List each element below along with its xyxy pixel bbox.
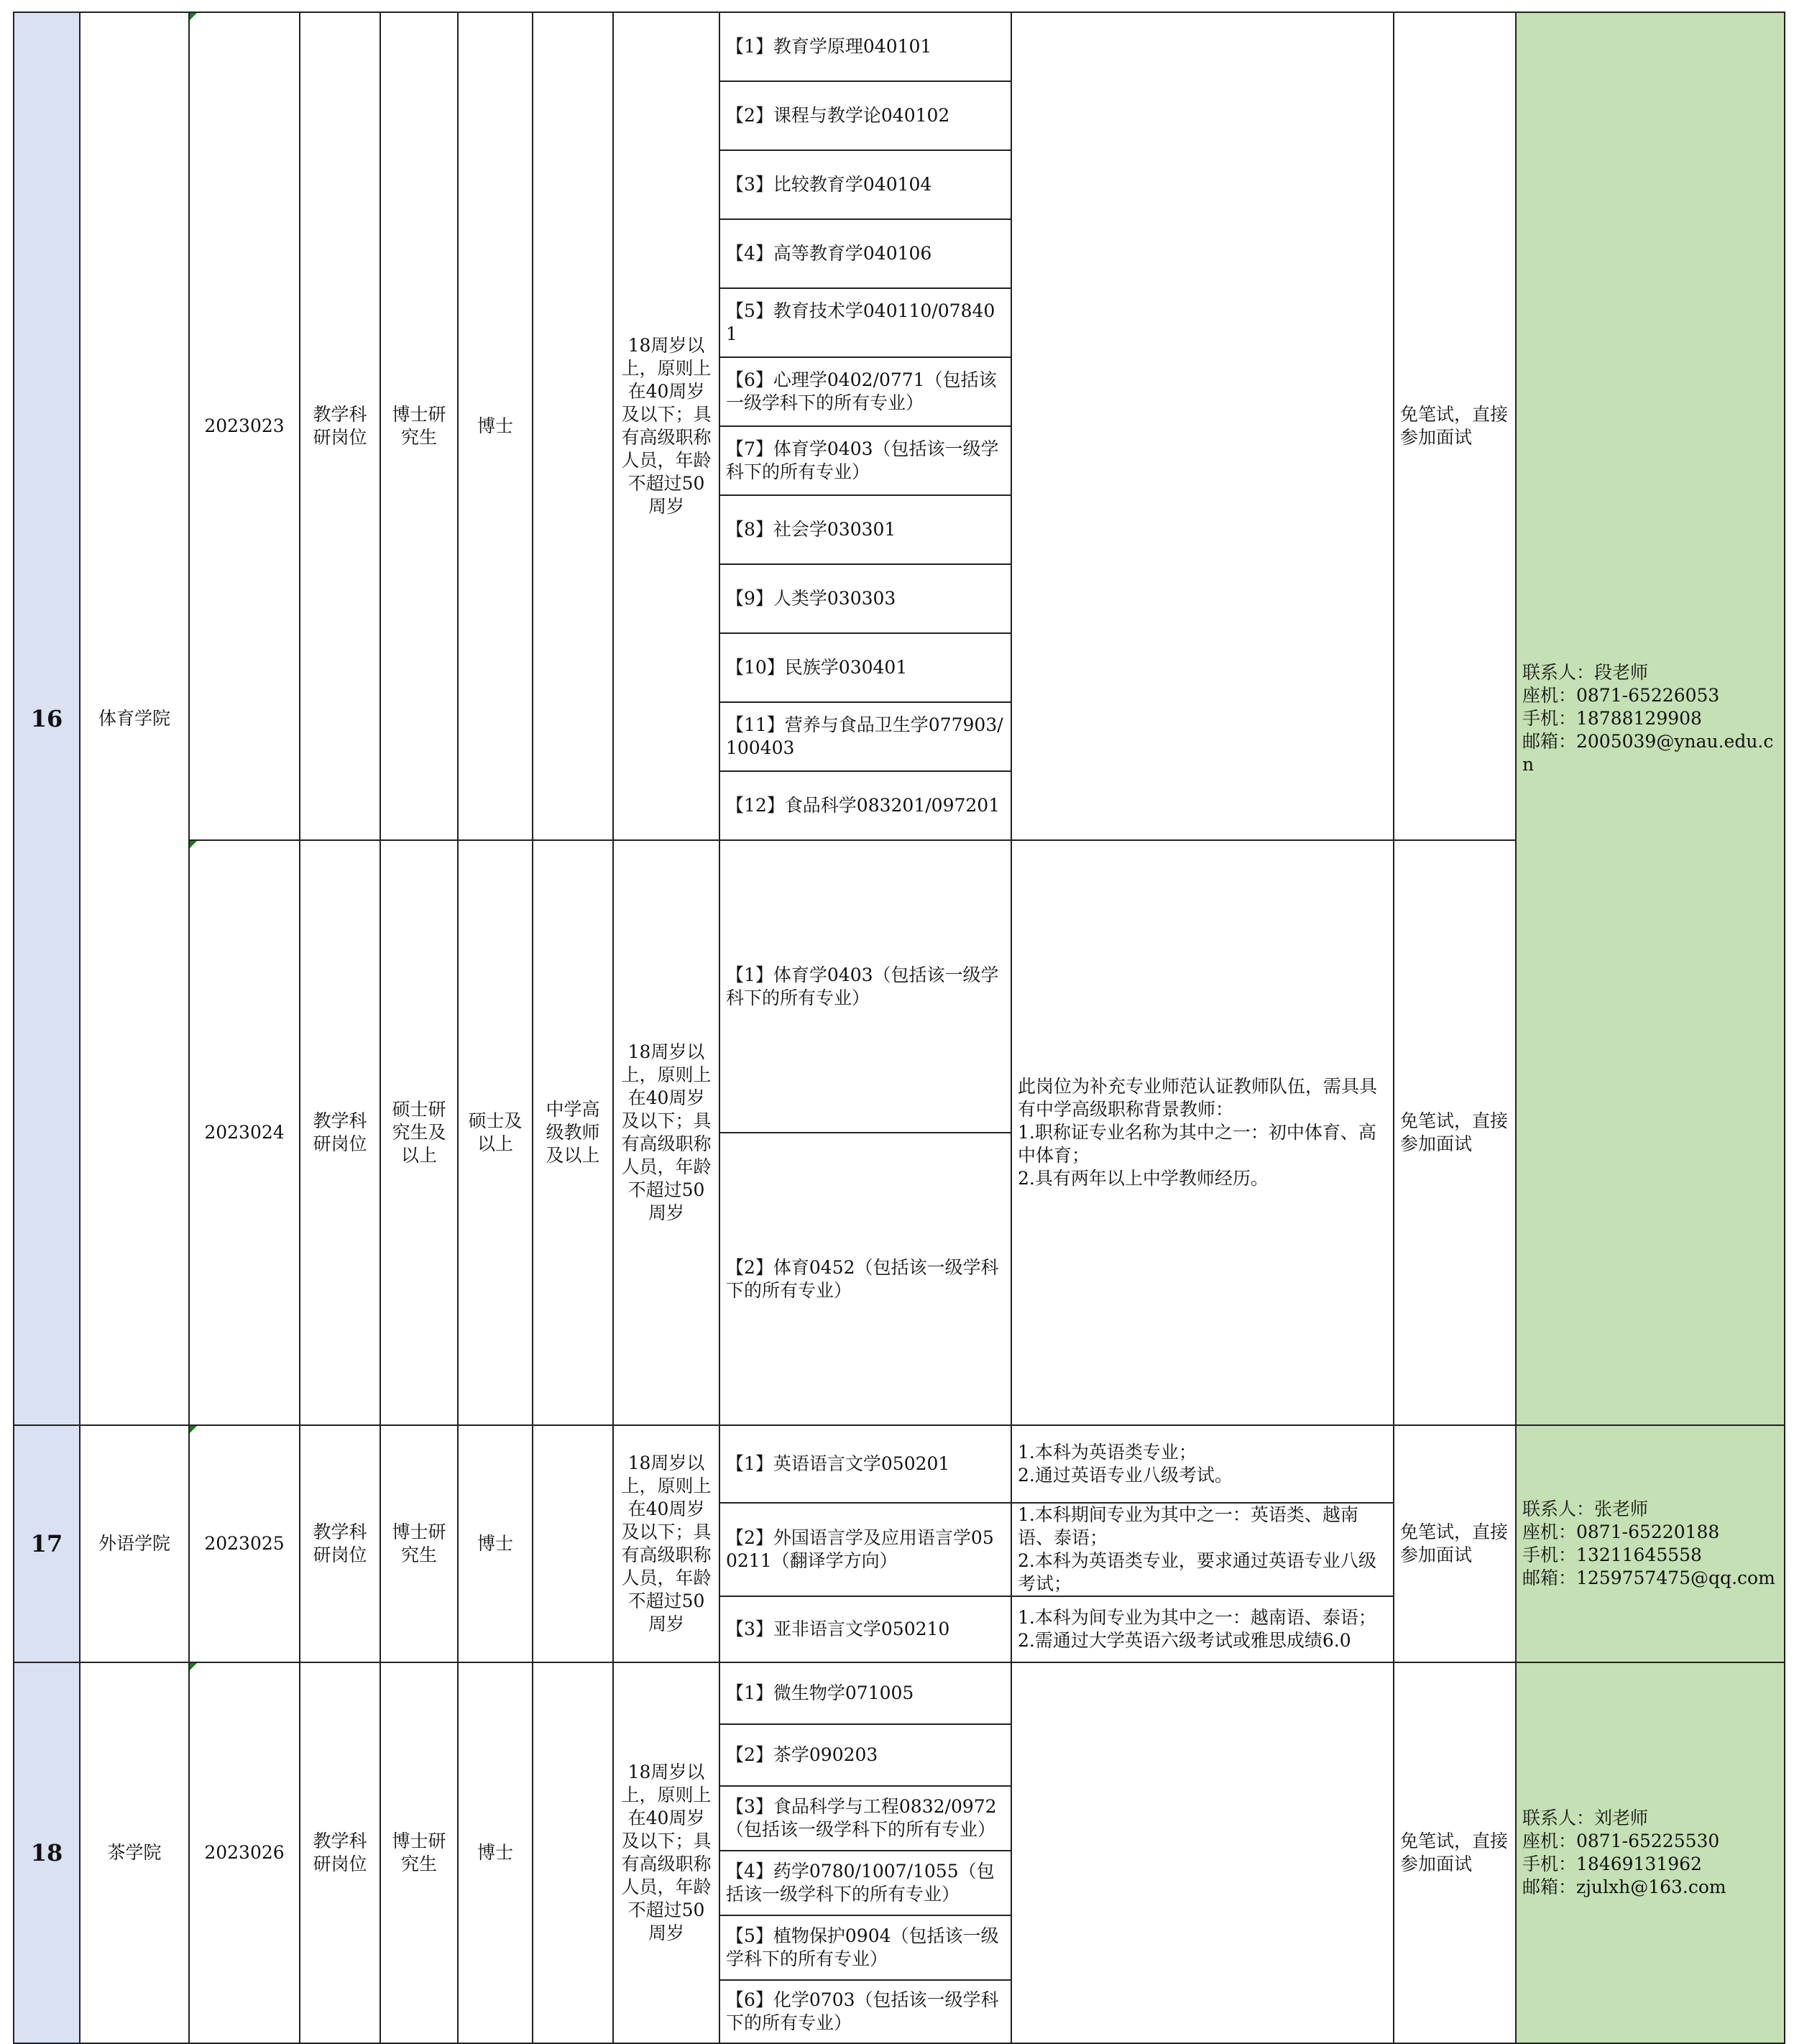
other-requirements <box>1011 840 1394 1425</box>
age-requirement: 18周岁以上，原则上在40周岁及以下；具有高级职称人员，年龄不超过50周岁 <box>613 840 719 1425</box>
age-requirement: 18周岁以上，原则上在40周岁及以下；具有高级职称人员，年龄不超过50周岁 <box>613 12 719 840</box>
education: 博士研究生 <box>380 1662 458 2043</box>
post-code: 2023023 <box>189 12 300 840</box>
contact-info <box>1516 1425 1785 1662</box>
unit-name: 外语学院 <box>80 1425 189 1662</box>
post-type: 教学科研岗位 <box>300 1662 380 2043</box>
degree: 博士 <box>458 1425 533 1662</box>
note-text: 1.本科为间专业为其中之一：越南语、泰语； 2.需通过大学英语六级考试或雅思成绩6.0 <box>1018 1607 1376 1651</box>
post-code: 2023024 <box>189 840 300 1425</box>
major-note <box>1011 1425 1394 1503</box>
major-item: 【7】体育学0403（包括该一级学科下的所有专业） <box>719 426 1011 495</box>
other-requirements <box>1011 1662 1394 2043</box>
major-item: 【1】微生物学071005 <box>719 1662 1011 1724</box>
major-item: 【11】营养与食品卫生学077903/100403 <box>719 702 1011 771</box>
unit-name: 茶学院 <box>80 1662 189 2043</box>
contact-text: 联系人：段老师 座机：0871-65226053 手机：18788129908 邮箱：2005039@ynau.edu.cn <box>1522 662 1774 775</box>
age-requirement: 18周岁以上，原则上在40周岁及以下；具有高级职称人员，年龄不超过50周岁 <box>613 1662 719 2043</box>
contact-info <box>1516 12 1785 1425</box>
major-item: 【4】高等教育学040106 <box>719 219 1011 288</box>
contact-info <box>1516 1662 1785 2043</box>
major-item: 【12】食品科学083201/097201 <box>719 771 1011 840</box>
recruitment-table <box>13 11 1785 2044</box>
major-item: 【4】药学0780/1007/1055（包括该一级学科下的所有专业） <box>719 1851 1011 1915</box>
note-text: 此岗位为补充专业师范认证教师队伍，需具具有中学高级职称背景教师： 1.职称证专业名称为其中之一：初中体育、高中体育； 2.具有两年以上中学教师经历。 <box>1018 1076 1378 1189</box>
education: 硕士研究生及以上 <box>380 840 458 1425</box>
major-item: 【1】英语语言文学050201 <box>719 1425 1011 1503</box>
major-item: 【3】食品科学与工程0832/0972（包括该一级学科下的所有专业） <box>719 1786 1011 1851</box>
major-item: 【3】比较教育学040104 <box>719 150 1011 219</box>
major-item: 【1】教育学原理040101 <box>719 12 1011 81</box>
exam-method: 免笔试，直接参加面试 <box>1394 1662 1516 2043</box>
title-requirement <box>533 1662 613 2043</box>
age-requirement: 18周岁以上，原则上在40周岁及以下；具有高级职称人员，年龄不超过50周岁 <box>613 1425 719 1662</box>
education: 博士研究生 <box>380 1425 458 1662</box>
major-item: 【5】教育技术学040110/078401 <box>719 288 1011 357</box>
exam-method: 免笔试，直接参加面试 <box>1394 840 1516 1425</box>
exam-method: 免笔试，直接参加面试 <box>1394 1425 1516 1662</box>
major-note <box>1011 1596 1394 1662</box>
title-requirement <box>533 1425 613 1662</box>
major-item: 【5】植物保护0904（包括该一级学科下的所有专业） <box>719 1915 1011 1980</box>
other-requirements <box>1011 12 1394 840</box>
post-type: 教学科研岗位 <box>300 1425 380 1662</box>
major-item: 【6】心理学0402/0771（包括该一级学科下的所有专业） <box>719 357 1011 426</box>
major-item: 【2】外国语言学及应用语言学050211（翻译学方向） <box>719 1503 1011 1596</box>
post-type: 教学科研岗位 <box>300 840 380 1425</box>
major-note <box>1011 1503 1394 1596</box>
row-number: 16 <box>14 12 80 1425</box>
post-code: 2023025 <box>189 1425 300 1662</box>
major-item: 【3】亚非语言文学050210 <box>719 1596 1011 1662</box>
exam-method: 免笔试，直接参加面试 <box>1394 12 1516 840</box>
title-requirement <box>533 12 613 840</box>
contact-text: 联系人：刘老师 座机：0871-65225530 手机：18469131962 邮箱：zjulxh@163.com <box>1522 1808 1726 1897</box>
major-item: 【9】人类学030303 <box>719 564 1011 633</box>
note-text: 1.本科期间专业为其中之一：英语类、越南语、泰语； 2.本科为英语类专业，要求通过英语专业八级考试； <box>1018 1504 1376 1594</box>
row-number: 18 <box>14 1662 80 2043</box>
post-code: 2023026 <box>189 1662 300 2043</box>
contact-text: 联系人：张老师 座机：0871-65220188 手机：13211645558 邮箱：1259757475@qq.com <box>1522 1499 1775 1588</box>
major-item: 【2】课程与教学论040102 <box>719 81 1011 150</box>
major-item: 【2】体育0452（包括该一级学科下的所有专业） <box>719 1133 1011 1425</box>
note-text: 1.本科为英语类专业； 2.通过英语专业八级考试。 <box>1018 1442 1233 1486</box>
degree: 博士 <box>458 1662 533 2043</box>
degree: 博士 <box>458 12 533 840</box>
degree: 硕士及以上 <box>458 840 533 1425</box>
title-requirement: 中学高级教师及以上 <box>533 840 613 1425</box>
education: 博士研究生 <box>380 12 458 840</box>
major-item: 【8】社会学030301 <box>719 495 1011 564</box>
post-type: 教学科研岗位 <box>300 12 380 840</box>
major-item: 【6】化学0703（包括该一级学科下的所有专业） <box>719 1980 1011 2043</box>
major-item: 【1】体育学0403（包括该一级学科下的所有专业） <box>719 840 1011 1133</box>
major-item: 【10】民族学030401 <box>719 633 1011 702</box>
major-item: 【2】茶学090203 <box>719 1724 1011 1786</box>
row-number: 17 <box>14 1425 80 1662</box>
unit-name: 体育学院 <box>80 12 189 1425</box>
